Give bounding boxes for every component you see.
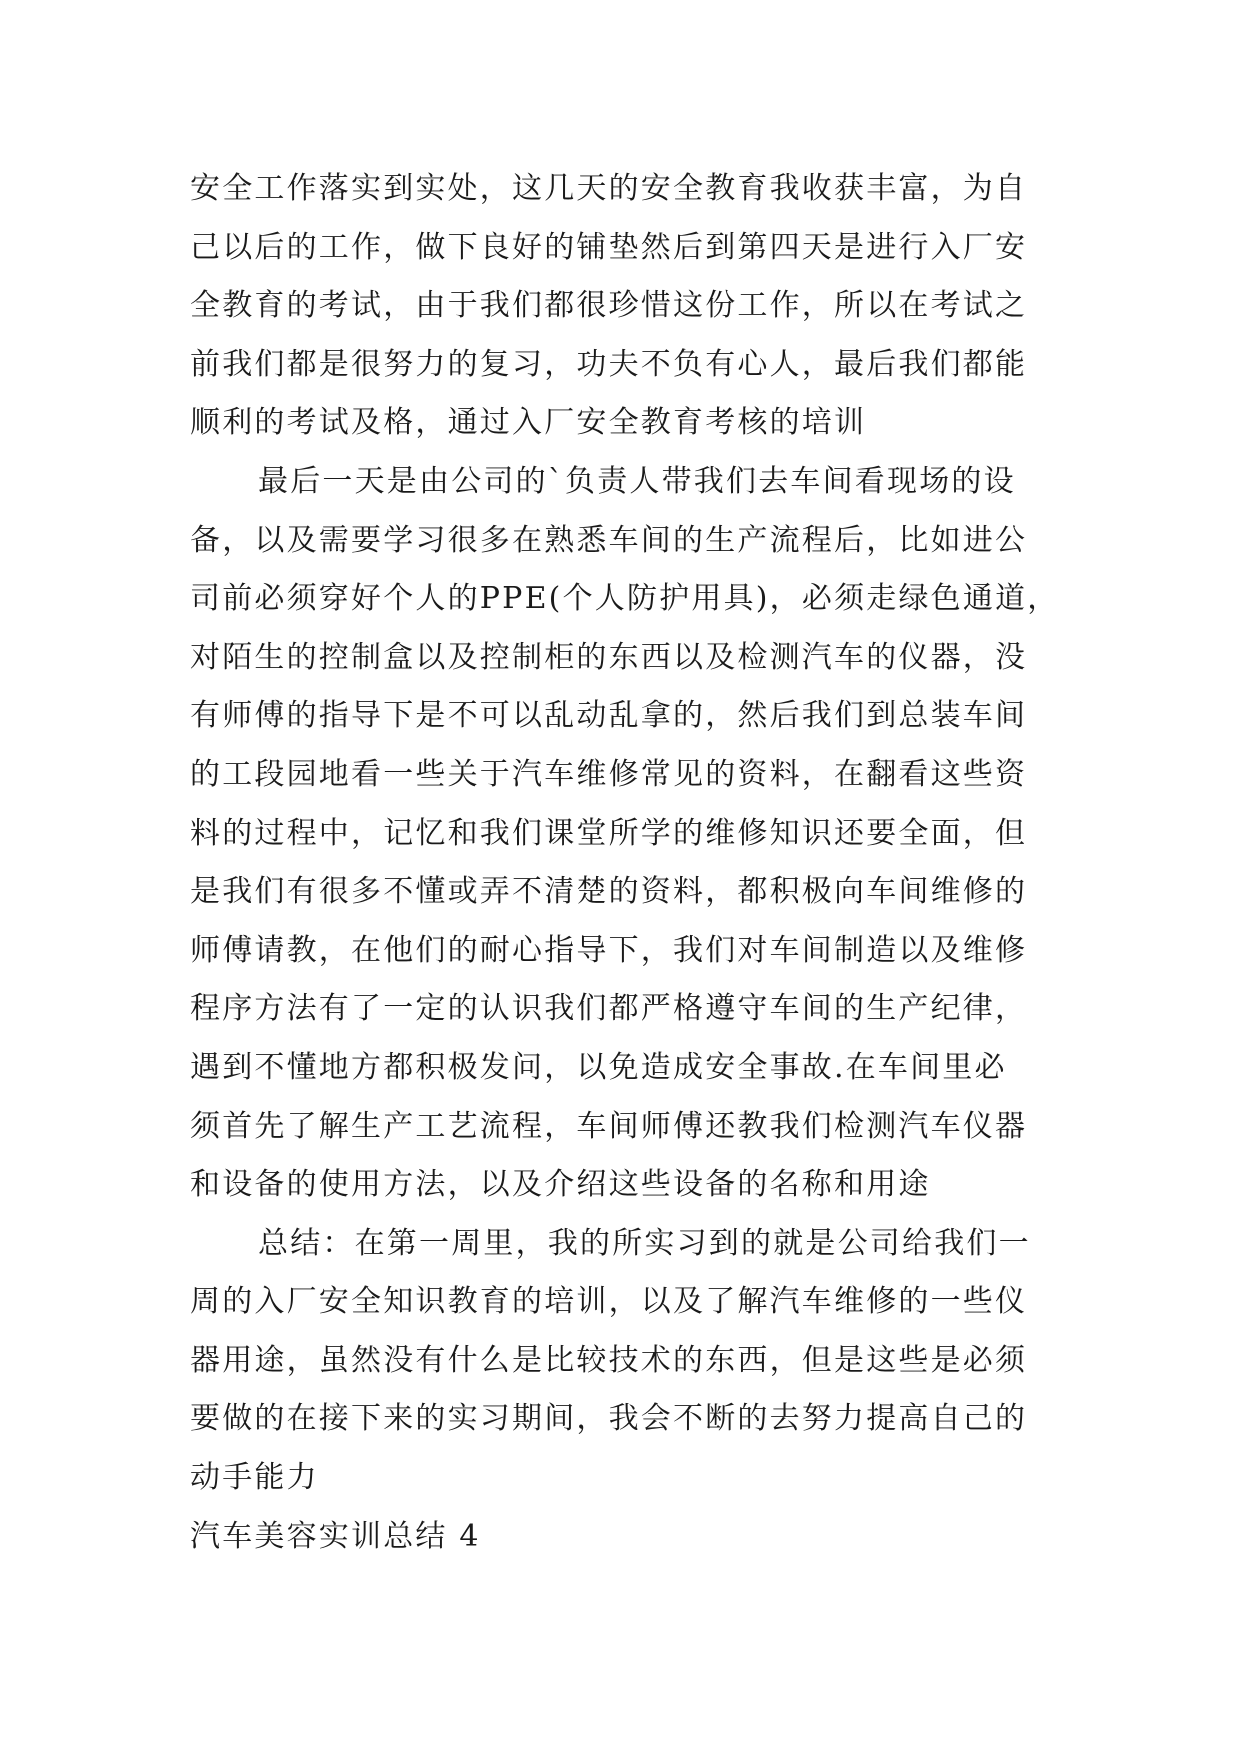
- text-line: 器用途，虽然没有什么是比较技术的东西，但是这些是必须: [190, 1342, 1028, 1378]
- text-line: 和设备的使用方法，以及介绍这些设备的名称和用途: [190, 1167, 931, 1203]
- document-body: [190, 160, 1060, 1566]
- text-line: 须首先了解生产工艺流程，车间师傅还教我们检测汽车仪器: [190, 1108, 1028, 1144]
- text-line: 有师傅的指导下是不可以乱动乱拿的，然后我们到总装车间: [190, 698, 1028, 734]
- text-line: 的工段园地看一些关于汽车维修常见的资料，在翻看这些资: [190, 756, 1028, 792]
- text-line: 周的入厂安全知识教育的培训，以及了解汽车维修的一些仪: [190, 1284, 1028, 1320]
- text-line: 顺利的考试及格，通过入厂安全教育考核的培训: [190, 405, 867, 441]
- paragraph-1: [190, 160, 1050, 453]
- text-line: 是我们有很多不懂或弄不清楚的资料，都积极向车间维修的: [190, 874, 1028, 910]
- text-line: 师傅请教，在他们的耐心指导下，我们对车间制造以及维修: [190, 932, 1028, 968]
- text-line: 司前必须穿好个人的PPE(个人防护用具)，必须走绿色通道，: [190, 581, 1060, 617]
- text-line: 全教育的考试，由于我们都很珍惜这份工作，所以在考试之: [190, 288, 1028, 324]
- text-line: 料的过程中，记忆和我们课堂所学的维修知识还要全面，但: [190, 815, 1028, 851]
- text-line: 程序方法有了一定的认识我们都严格遵守车间的生产纪律，: [190, 991, 1028, 1027]
- text-line: 安全工作落实到实处，这几天的安全教育我收获丰富，为自: [190, 171, 1028, 206]
- paragraph-3: [190, 1215, 1050, 1508]
- text-line: 前我们都是很努力的复习，功夫不负有心人，最后我们都能: [190, 346, 1028, 382]
- text-line: 动手能力: [190, 1460, 319, 1496]
- text-line: 要做的在接下来的实习期间，我会不断的去努力提高自己的: [190, 1401, 1028, 1437]
- paragraph-2: [190, 453, 1060, 1215]
- text-line: 遇到不懂地方都积极发问，以免造成安全事故.在车间里必: [190, 1049, 1007, 1085]
- text-line: 己以后的工作，做下良好的铺垫然后到第四天是进行入厂安: [190, 229, 1028, 265]
- text-line: 备，以及需要学习很多在熟悉车间的生产流程后，比如进公: [190, 522, 1028, 558]
- section-heading: 汽车美容实训总结 4: [190, 1518, 481, 1554]
- text-line: 对陌生的控制盒以及控制柜的东西以及检测汽车的仪器，没: [190, 639, 1028, 675]
- text-line: 最后一天是由公司的`负责人带我们去车间看现场的设: [258, 463, 1016, 499]
- text-line: 总结：在第一周里，我的所实习到的就是公司给我们一: [258, 1225, 1031, 1261]
